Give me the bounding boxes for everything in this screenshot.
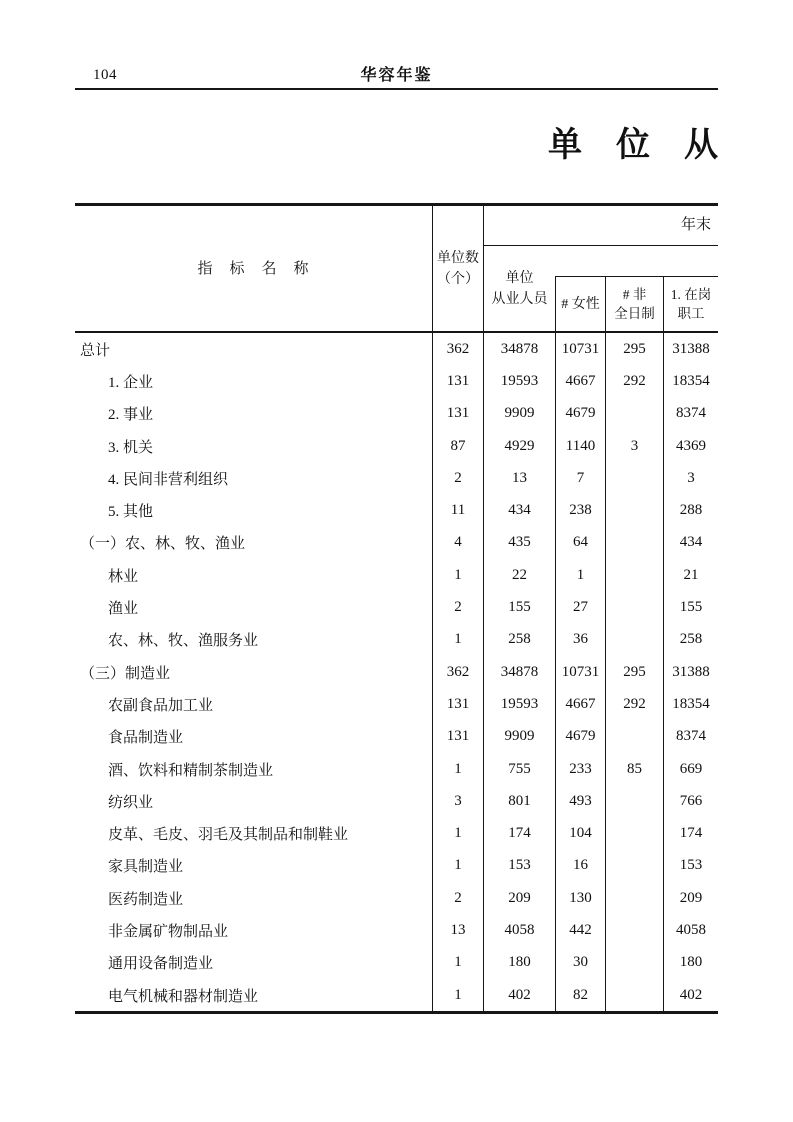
value-cell bbox=[605, 850, 663, 882]
indicator-name-cell: （三）制造业 bbox=[80, 665, 171, 682]
value-cell: 434 bbox=[483, 494, 555, 526]
value-cell: 1 bbox=[555, 559, 605, 591]
value-cell: 104 bbox=[555, 817, 605, 849]
value-cell: 9909 bbox=[483, 398, 555, 430]
value-cell: 180 bbox=[663, 947, 718, 979]
value-cell bbox=[605, 882, 663, 914]
value-cell: 30 bbox=[555, 947, 605, 979]
value-cell: 295 bbox=[605, 656, 663, 688]
statistics-table bbox=[75, 203, 718, 1014]
value-cell: 21 bbox=[663, 559, 718, 591]
value-cell: 7 bbox=[555, 462, 605, 494]
book-title: 华容年鉴 bbox=[360, 67, 433, 84]
value-cell: 10731 bbox=[555, 656, 605, 688]
value-cell: 402 bbox=[663, 979, 718, 1011]
value-cell: 174 bbox=[663, 817, 718, 849]
indicator-name-cell: 家具制造业 bbox=[108, 859, 184, 876]
female-header bbox=[555, 277, 605, 333]
employees-header-line2: 从业人员 bbox=[491, 291, 548, 307]
value-cell: 493 bbox=[555, 785, 605, 817]
onduty-header-line2: 职工 bbox=[677, 306, 705, 321]
value-cell: 3 bbox=[432, 785, 483, 817]
value-cell: 292 bbox=[605, 688, 663, 720]
running-head bbox=[75, 64, 718, 90]
value-cell: 19593 bbox=[483, 688, 555, 720]
value-cell: 10731 bbox=[555, 333, 605, 365]
value-cell bbox=[605, 494, 663, 526]
value-cell: 18354 bbox=[663, 688, 718, 720]
value-cell: 31388 bbox=[663, 333, 718, 365]
value-cell: 131 bbox=[432, 365, 483, 397]
value-cell: 155 bbox=[663, 591, 718, 623]
indicator-name-cell: 3. 机关 bbox=[108, 439, 154, 456]
value-cell: 2 bbox=[432, 882, 483, 914]
value-cell: 238 bbox=[555, 494, 605, 526]
page-number: 104 bbox=[93, 67, 117, 83]
value-cell bbox=[605, 591, 663, 623]
indicator-name-cell: 农副食品加工业 bbox=[108, 697, 214, 714]
value-cell: 402 bbox=[483, 979, 555, 1011]
value-cell: 362 bbox=[432, 656, 483, 688]
value-cell: 2 bbox=[432, 591, 483, 623]
value-cell: 153 bbox=[663, 850, 718, 882]
indicator-name-cell: 食品制造业 bbox=[108, 730, 184, 747]
indicator-name-cell: 2. 事业 bbox=[108, 407, 154, 424]
indicator-name-cell: 纺织业 bbox=[108, 794, 154, 811]
value-cell: 8374 bbox=[663, 721, 718, 753]
indicator-name-cell: 1. 企业 bbox=[108, 374, 154, 391]
indicator-name-cell: 4. 民间非营利组织 bbox=[108, 471, 229, 488]
unit-count-header bbox=[432, 206, 483, 333]
indicator-name-cell: 林业 bbox=[108, 568, 139, 585]
value-cell: 82 bbox=[555, 979, 605, 1011]
value-cell bbox=[605, 817, 663, 849]
value-cell bbox=[605, 398, 663, 430]
value-cell: 1 bbox=[432, 947, 483, 979]
indicator-name-cell: 电气机械和器材制造业 bbox=[108, 988, 259, 1005]
value-cell: 295 bbox=[605, 333, 663, 365]
value-cell bbox=[605, 559, 663, 591]
value-cell: 4058 bbox=[663, 914, 718, 946]
value-cell: 3 bbox=[663, 462, 718, 494]
value-cell: 22 bbox=[483, 559, 555, 591]
value-cell: 3 bbox=[605, 430, 663, 462]
unit-count-header-line2: （个） bbox=[437, 271, 479, 287]
value-cell: 258 bbox=[483, 624, 555, 656]
value-cell: 64 bbox=[555, 527, 605, 559]
value-cell: 19593 bbox=[483, 365, 555, 397]
value-cell: 87 bbox=[432, 430, 483, 462]
value-cell: 36 bbox=[555, 624, 605, 656]
value-cell: 442 bbox=[555, 914, 605, 946]
unit-count-header-line1: 单位数 bbox=[437, 251, 479, 267]
value-cell: 34878 bbox=[483, 656, 555, 688]
value-cell: 180 bbox=[483, 947, 555, 979]
value-cell: 755 bbox=[483, 753, 555, 785]
value-cell: 4929 bbox=[483, 430, 555, 462]
value-cell: 1 bbox=[432, 624, 483, 656]
value-cell bbox=[605, 624, 663, 656]
indicator-name-cell: 渔业 bbox=[108, 601, 139, 618]
page-content bbox=[75, 0, 718, 1122]
indicator-name-cell: 非金属矿物制品业 bbox=[108, 923, 229, 940]
value-cell bbox=[605, 462, 663, 494]
value-cell: 1 bbox=[432, 559, 483, 591]
value-cell bbox=[605, 947, 663, 979]
value-cell: 4679 bbox=[555, 398, 605, 430]
value-cell: 2 bbox=[432, 462, 483, 494]
value-cell: 435 bbox=[483, 527, 555, 559]
value-cell bbox=[605, 914, 663, 946]
value-cell: 288 bbox=[663, 494, 718, 526]
value-cell: 292 bbox=[605, 365, 663, 397]
value-cell: 1140 bbox=[555, 430, 605, 462]
value-cell: 18354 bbox=[663, 365, 718, 397]
value-cell: 130 bbox=[555, 882, 605, 914]
indicator-name-cell: 皮革、毛皮、羽毛及其制品和制鞋业 bbox=[108, 827, 349, 844]
value-cell bbox=[605, 721, 663, 753]
value-cell: 362 bbox=[432, 333, 483, 365]
value-cell: 34878 bbox=[483, 333, 555, 365]
value-cell: 13 bbox=[483, 462, 555, 494]
onduty-header-line1: 1. 在岗 bbox=[670, 287, 712, 303]
value-cell bbox=[605, 527, 663, 559]
value-cell: 4667 bbox=[555, 688, 605, 720]
value-cell: 258 bbox=[663, 624, 718, 656]
value-cell: 209 bbox=[483, 882, 555, 914]
value-cell: 85 bbox=[605, 753, 663, 785]
value-cell: 1 bbox=[432, 979, 483, 1011]
indicator-name-cell: 总计 bbox=[80, 342, 111, 359]
parttime-header-line2: 全日制 bbox=[614, 306, 655, 321]
table-body bbox=[75, 333, 718, 1011]
value-cell: 131 bbox=[432, 721, 483, 753]
indicator-name-cell: 5. 其他 bbox=[108, 504, 154, 521]
value-cell: 4058 bbox=[483, 914, 555, 946]
value-cell: 155 bbox=[483, 591, 555, 623]
value-cell: 8374 bbox=[663, 398, 718, 430]
year-end-group-header: 年末 bbox=[483, 206, 718, 246]
female-header-label: # 女性 bbox=[561, 297, 600, 313]
value-cell: 11 bbox=[432, 494, 483, 526]
indicator-name-cell: 医药制造业 bbox=[108, 891, 184, 908]
value-cell: 174 bbox=[483, 817, 555, 849]
employees-header-line1: 单位 bbox=[505, 271, 534, 287]
value-cell: 9909 bbox=[483, 721, 555, 753]
value-cell: 4 bbox=[432, 527, 483, 559]
value-cell: 669 bbox=[663, 753, 718, 785]
value-cell: 4369 bbox=[663, 430, 718, 462]
parttime-header bbox=[605, 277, 663, 333]
value-cell: 209 bbox=[663, 882, 718, 914]
value-cell bbox=[605, 785, 663, 817]
value-cell: 31388 bbox=[663, 656, 718, 688]
value-cell bbox=[605, 979, 663, 1011]
onduty-header bbox=[663, 277, 718, 333]
indicator-name-cell: （一）农、林、牧、渔业 bbox=[80, 536, 246, 553]
value-cell: 434 bbox=[663, 527, 718, 559]
value-cell: 1 bbox=[432, 850, 483, 882]
value-cell: 233 bbox=[555, 753, 605, 785]
indicator-name-cell: 酒、饮料和精制茶制造业 bbox=[108, 762, 274, 779]
value-cell: 766 bbox=[663, 785, 718, 817]
value-cell: 153 bbox=[483, 850, 555, 882]
value-cell: 16 bbox=[555, 850, 605, 882]
spread-title: 单 位 从 bbox=[548, 127, 718, 164]
value-cell: 801 bbox=[483, 785, 555, 817]
value-cell: 131 bbox=[432, 688, 483, 720]
value-cell: 131 bbox=[432, 398, 483, 430]
indicator-header: 指 标 名 称 bbox=[197, 260, 310, 277]
value-cell: 4679 bbox=[555, 721, 605, 753]
sub-header-box bbox=[555, 276, 718, 333]
value-cell: 1 bbox=[432, 817, 483, 849]
parttime-header-line1: # 非 bbox=[622, 287, 647, 303]
table-header bbox=[75, 206, 718, 333]
value-cell: 27 bbox=[555, 591, 605, 623]
indicator-name-cell: 通用设备制造业 bbox=[108, 956, 214, 973]
employees-header bbox=[483, 246, 555, 333]
value-cell: 13 bbox=[432, 914, 483, 946]
value-cell: 1 bbox=[432, 753, 483, 785]
indicator-name-cell: 农、林、牧、渔服务业 bbox=[108, 633, 259, 650]
value-cell: 4667 bbox=[555, 365, 605, 397]
